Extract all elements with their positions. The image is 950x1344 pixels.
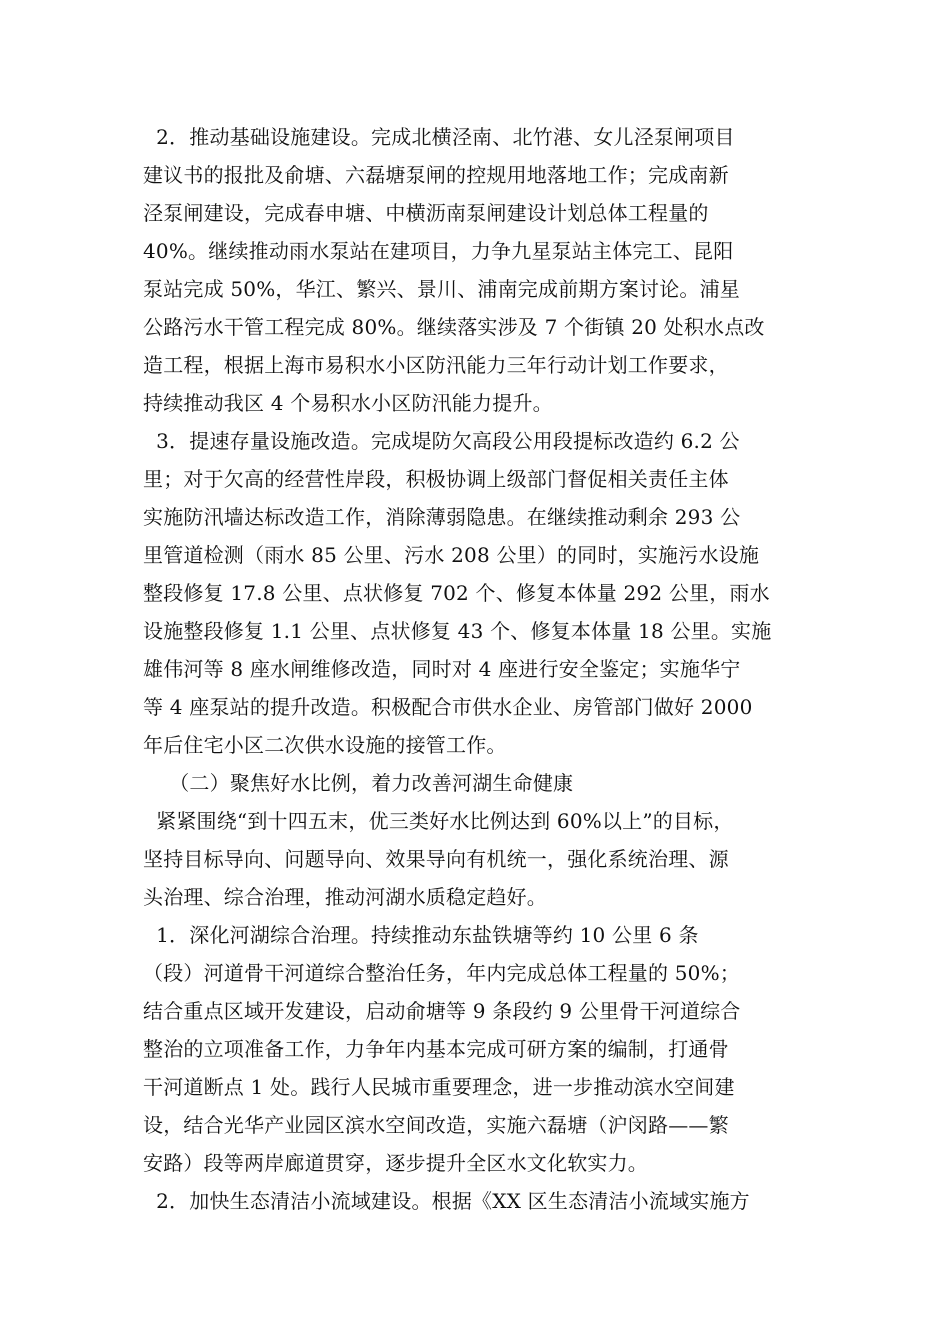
document-body [143,118,818,1220]
text-line: 坚持目标导向、问题导向、效果导向有机统一，强化系统治理、源 [143,847,729,871]
text-line: 建议书的报批及俞塘、六磊塘泵闸的控规用地落地工作；完成南新 [143,163,729,187]
text-line: 实施防汛墙达标改造工作，消除薄弱隐患。在继续推动剩余 293 公 [143,505,741,529]
text-line: 2．加快生态清洁小流域建设。根据《XX 区生态清洁小流域实施方 [143,1189,750,1213]
text-line: 整段修复 17.8 公里、点状修复 702 个、修复本体量 292 公里，雨水 [143,581,770,605]
text-line: 泾泵闸建设，完成春申塘、中横沥南泵闸建设计划总体工程量的 [143,201,709,225]
text-line: 头治理、综合治理，推动河湖水质稳定趋好。 [143,885,547,909]
text-line: 40%。继续推动雨水泵站在建项目，力争九星泵站主体完工、昆阳 [143,239,734,263]
text-line: 2．推动基础设施建设。完成北横泾南、北竹港、女儿泾泵闸项目 [143,125,735,149]
text-line: 里；对于欠高的经营性岸段，积极协调上级部门督促相关责任主体 [143,467,729,491]
text-line: 安路）段等两岸廊道贯穿，逐步提升全区水文化软实力。 [143,1151,648,1175]
text-line: 年后住宅小区二次供水设施的接管工作。 [143,733,507,757]
text-line: 等 4 座泵站的提升改造。积极配合市供水企业、房管部门做好 2000 [143,695,753,719]
text-line: 结合重点区域开发建设，启动俞塘等 9 条段约 9 公里骨干河道综合 [143,999,741,1023]
text-line: 雄伟河等 8 座水闸维修改造，同时对 4 座进行安全鉴定；实施华宁 [143,657,741,681]
text-line: 紧紧围绕“到十四五末，优三类好水比例达到 60%以上”的目标， [143,809,734,833]
text-line: 设施整段修复 1.1 公里、点状修复 43 个、修复本体量 18 公里。实施 [143,619,772,643]
text-line: 泵站完成 50%，华江、繁兴、景川、浦南完成前期方案讨论。浦星 [143,277,741,301]
text-line: 造工程，根据上海市易积水小区防汛能力三年行动计划工作要求， [143,353,729,377]
text-line: 里管道检测（雨水 85 公里、污水 208 公里）的同时，实施污水设施 [143,543,760,567]
text-line: 持续推动我区 4 个易积水小区防汛能力提升。 [143,391,553,415]
text-line: （段）河道骨干河道综合整治任务，年内完成总体工程量的 50%； [143,961,741,985]
text-line: 干河道断点 1 处。践行人民城市重要理念，进一步推动滨水空间建 [143,1075,735,1099]
text-line: 整治的立项准备工作，力争年内基本完成可研方案的编制，打通骨 [143,1037,729,1061]
text-line: 1．深化河湖综合治理。持续推动东盐铁塘等约 10 公里 6 条 [143,923,699,947]
text-line: 3．提速存量设施改造。完成堤防欠高段公用段提标改造约 6.2 公 [143,429,740,453]
section-heading: （二）聚焦好水比例，着力改善河湖生命健康 [143,771,574,795]
text-line: 公路污水干管工程完成 80%。继续落实涉及 7 个街镇 20 处积水点改 [143,315,765,339]
text-line: 设，结合光华产业园区滨水空间改造，实施六磊塘（沪闵路——繁 [143,1113,729,1137]
